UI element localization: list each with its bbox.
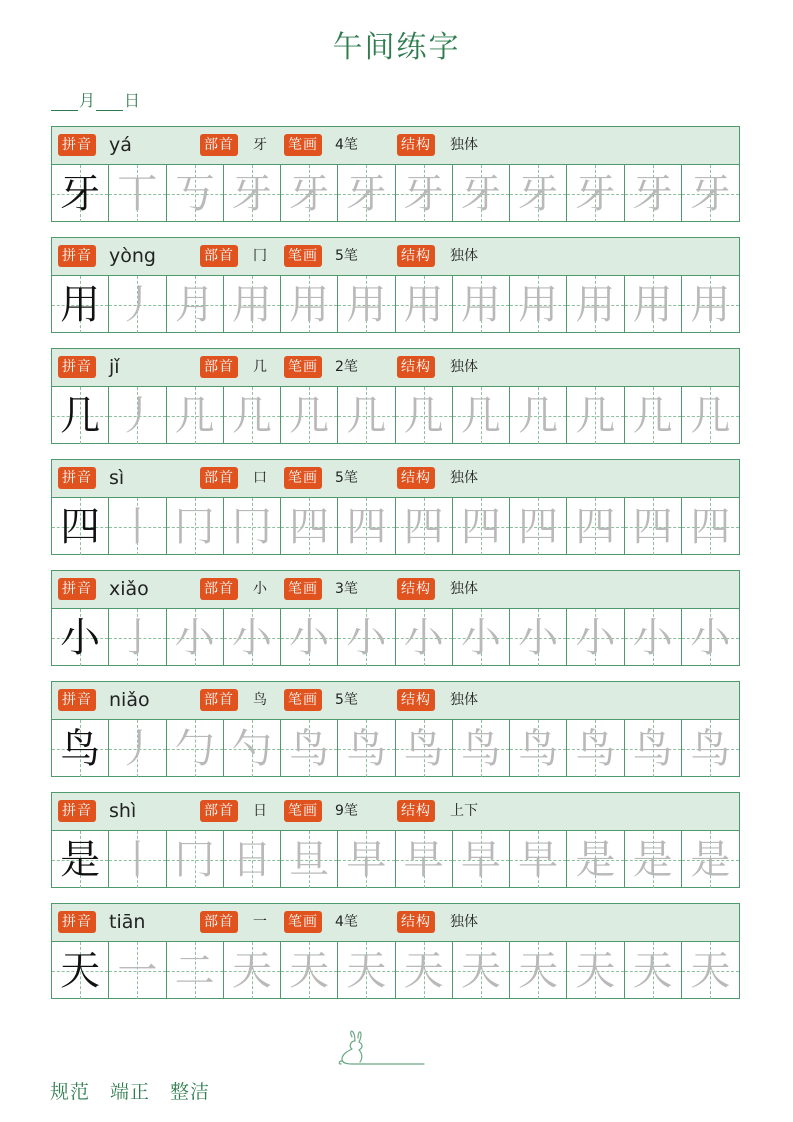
character-block (51, 681, 740, 777)
model-cell (52, 942, 109, 999)
footer-word: 规范 (50, 1081, 91, 1103)
trace-character: 几 (632, 392, 673, 439)
character-block (51, 126, 740, 222)
practice-cell[interactable] (625, 276, 682, 333)
pinyin-value: yòng (109, 245, 156, 267)
practice-cell[interactable] (338, 720, 395, 777)
practice-cell[interactable] (396, 498, 453, 555)
strokes-value: 4笔 (335, 914, 358, 930)
strokes-value: 5笔 (335, 248, 358, 264)
practice-cell[interactable] (625, 831, 682, 888)
practice-cell[interactable] (625, 387, 682, 444)
model-cell (52, 387, 109, 444)
pinyin-tag: 拼音 (58, 467, 96, 489)
structure-tag: 结构 (397, 356, 435, 378)
trace-character: 早 (518, 836, 559, 883)
trace-character: 牙 (575, 170, 616, 217)
trace-character: 日 (231, 836, 272, 883)
practice-cell[interactable] (625, 609, 682, 666)
month-blank[interactable] (51, 92, 78, 111)
pinyin-tag: 拼音 (58, 800, 96, 822)
practice-cell[interactable] (567, 942, 624, 999)
trace-character: 用 (460, 281, 501, 328)
trace-character: 鸟 (289, 725, 330, 772)
page-title: 午间练字 (332, 30, 461, 65)
model-character: 四 (60, 503, 101, 550)
strokes-value: 3笔 (335, 581, 358, 597)
day-label: 日 (124, 91, 141, 110)
strokes-value: 9笔 (335, 803, 358, 819)
practice-cell[interactable] (224, 387, 281, 444)
practice-cell[interactable] (625, 720, 682, 777)
trace-character: 鸟 (690, 725, 731, 772)
strokes-value: 4笔 (335, 137, 358, 153)
strokes-value: 5笔 (335, 692, 358, 708)
practice-cell[interactable] (625, 498, 682, 555)
practice-cell[interactable] (510, 831, 567, 888)
pinyin-value: jǐ (109, 356, 120, 378)
trace-character: 丅 (117, 170, 158, 217)
practice-cell[interactable] (682, 609, 739, 666)
info-bar (52, 904, 739, 942)
practice-cell[interactable] (625, 165, 682, 222)
practice-cell[interactable] (567, 165, 624, 222)
footer-word: 端正 (110, 1081, 151, 1103)
structure-value: 独体 (450, 359, 478, 375)
practice-cell[interactable] (567, 276, 624, 333)
trace-character: 用 (632, 281, 673, 328)
trace-character: 牙 (690, 170, 731, 217)
strokes-tag: 笔画 (284, 356, 322, 378)
model-character: 天 (60, 947, 101, 994)
model-character: 是 (60, 836, 101, 883)
trace-character: 牙 (289, 170, 330, 217)
practice-cell[interactable] (453, 942, 510, 999)
info-bar (52, 127, 739, 165)
trace-character: 四 (289, 503, 330, 550)
rabbit-icon (330, 1028, 430, 1068)
practice-cell[interactable] (167, 276, 224, 333)
practice-cell[interactable] (281, 498, 338, 555)
practice-cell[interactable] (396, 276, 453, 333)
trace-character: 早 (346, 836, 387, 883)
trace-character: 旦 (289, 836, 330, 883)
writing-grid (52, 276, 739, 333)
trace-character: 四 (632, 503, 673, 550)
practice-cell[interactable] (167, 831, 224, 888)
practice-cell[interactable] (396, 942, 453, 999)
structure-value: 独体 (450, 581, 478, 597)
info-bar (52, 238, 739, 276)
trace-character: 丿 (117, 392, 158, 439)
practice-cell[interactable] (109, 498, 166, 555)
model-character: 几 (60, 392, 101, 439)
trace-character: 丨 (117, 836, 158, 883)
practice-cell[interactable] (682, 831, 739, 888)
model-cell (52, 165, 109, 222)
trace-character: 用 (690, 281, 731, 328)
practice-cell[interactable] (109, 609, 166, 666)
practice-cell[interactable] (167, 498, 224, 555)
trace-character: 四 (575, 503, 616, 550)
trace-character: 勺 (231, 725, 272, 772)
trace-character: 四 (518, 503, 559, 550)
pinyin-value: tiān (109, 911, 146, 933)
trace-character: 天 (575, 947, 616, 994)
radical-tag: 部首 (200, 689, 238, 711)
strokes-tag: 笔画 (284, 578, 322, 600)
pinyin-tag: 拼音 (58, 911, 96, 933)
trace-character: 四 (403, 503, 444, 550)
character-block (51, 903, 740, 999)
pinyin-value: xiǎo (109, 578, 149, 600)
practice-cell[interactable] (281, 609, 338, 666)
trace-character: 用 (403, 281, 444, 328)
writing-grid (52, 387, 739, 444)
strokes-tag: 笔画 (284, 467, 322, 489)
writing-grid (52, 165, 739, 222)
writing-grid (52, 831, 739, 888)
trace-character: 鸟 (403, 725, 444, 772)
practice-cell[interactable] (338, 387, 395, 444)
trace-character: 小 (174, 614, 215, 661)
practice-cell[interactable] (567, 831, 624, 888)
pinyin-tag: 拼音 (58, 245, 96, 267)
radical-value: 日 (253, 803, 267, 819)
radical-tag: 部首 (200, 467, 238, 489)
radical-value: 口 (253, 470, 267, 486)
strokes-tag: 笔画 (284, 911, 322, 933)
trace-character: 天 (460, 947, 501, 994)
structure-tag: 结构 (397, 911, 435, 933)
practice-cell[interactable] (338, 276, 395, 333)
practice-cell[interactable] (281, 831, 338, 888)
practice-cell[interactable] (109, 387, 166, 444)
info-bar (52, 460, 739, 498)
character-block (51, 348, 740, 444)
trace-character: 鸟 (460, 725, 501, 772)
trace-character: 几 (403, 392, 444, 439)
trace-character: 小 (231, 614, 272, 661)
trace-character: 天 (346, 947, 387, 994)
practice-cell[interactable] (167, 942, 224, 999)
trace-character: 小 (403, 614, 444, 661)
trace-character: 牙 (346, 170, 387, 217)
practice-cell[interactable] (682, 276, 739, 333)
practice-cell[interactable] (682, 165, 739, 222)
strokes-value: 2笔 (335, 359, 358, 375)
trace-character: 几 (289, 392, 330, 439)
practice-cell[interactable] (224, 609, 281, 666)
model-character: 用 (60, 281, 101, 328)
trace-character: 几 (346, 392, 387, 439)
practice-cell[interactable] (510, 498, 567, 555)
trace-character: 月 (174, 281, 215, 328)
structure-tag: 结构 (397, 245, 435, 267)
radical-value: 一 (253, 914, 267, 930)
character-block (51, 237, 740, 333)
trace-character: 早 (460, 836, 501, 883)
trace-character: 一 (117, 947, 158, 994)
trace-character: 用 (289, 281, 330, 328)
trace-character: 小 (289, 614, 330, 661)
footer-word: 整洁 (170, 1081, 211, 1103)
writing-grid (52, 942, 739, 999)
day-blank[interactable] (96, 92, 123, 111)
practice-cell[interactable] (224, 942, 281, 999)
trace-character: 二 (174, 947, 215, 994)
pinyin-value: sì (109, 467, 125, 489)
trace-character: 鸟 (346, 725, 387, 772)
strokes-tag: 笔画 (284, 800, 322, 822)
date-line (51, 88, 141, 111)
trace-character: 丨 (117, 503, 158, 550)
trace-character: 勹 (174, 725, 215, 772)
structure-value: 独体 (450, 137, 478, 153)
practice-cell[interactable] (338, 609, 395, 666)
trace-character: 冂 (174, 836, 215, 883)
model-cell (52, 831, 109, 888)
practice-cell[interactable] (682, 942, 739, 999)
radical-tag: 部首 (200, 911, 238, 933)
info-bar (52, 682, 739, 720)
info-bar (52, 349, 739, 387)
practice-cell[interactable] (281, 276, 338, 333)
practice-cell[interactable] (453, 276, 510, 333)
model-cell (52, 609, 109, 666)
model-character: 小 (60, 614, 101, 661)
pinyin-value: yá (109, 134, 132, 156)
practice-cell[interactable] (109, 831, 166, 888)
radical-value: 冂 (253, 248, 267, 264)
practice-cell[interactable] (625, 942, 682, 999)
practice-cell[interactable] (109, 942, 166, 999)
pinyin-tag: 拼音 (58, 578, 96, 600)
practice-cell[interactable] (396, 831, 453, 888)
trace-character: 鸟 (575, 725, 616, 772)
practice-cell[interactable] (453, 720, 510, 777)
trace-character: 小 (632, 614, 673, 661)
strokes-tag: 笔画 (284, 134, 322, 156)
practice-cell[interactable] (453, 609, 510, 666)
trace-character: 几 (575, 392, 616, 439)
practice-cell[interactable] (567, 720, 624, 777)
model-cell (52, 276, 109, 333)
practice-cell[interactable] (281, 720, 338, 777)
writing-grid (52, 609, 739, 666)
radical-value: 小 (253, 581, 267, 597)
pinyin-tag: 拼音 (58, 134, 96, 156)
trace-character: 天 (632, 947, 673, 994)
trace-character: 天 (403, 947, 444, 994)
practice-cell[interactable] (224, 720, 281, 777)
character-block (51, 570, 740, 666)
trace-character: 丂 (174, 170, 215, 217)
trace-character: 鸟 (518, 725, 559, 772)
trace-character: 是 (690, 836, 731, 883)
strokes-value: 5笔 (335, 470, 358, 486)
trace-character: 四 (690, 503, 731, 550)
trace-character: 天 (518, 947, 559, 994)
structure-value: 独体 (450, 248, 478, 264)
radical-tag: 部首 (200, 800, 238, 822)
trace-character: 四 (346, 503, 387, 550)
practice-cell[interactable] (109, 165, 166, 222)
model-character: 鸟 (60, 725, 101, 772)
trace-character: 几 (690, 392, 731, 439)
trace-character: 丿 (117, 725, 158, 772)
model-character: 牙 (60, 170, 101, 217)
writing-grid (52, 498, 739, 555)
practice-cell[interactable] (510, 942, 567, 999)
trace-character: 用 (575, 281, 616, 328)
practice-cell[interactable] (224, 498, 281, 555)
trace-character: 冂 (231, 503, 272, 550)
writing-grid (52, 720, 739, 777)
practice-cell[interactable] (167, 165, 224, 222)
practice-cell[interactable] (338, 831, 395, 888)
practice-cell[interactable] (567, 498, 624, 555)
practice-cell[interactable] (281, 387, 338, 444)
trace-character: 天 (231, 947, 272, 994)
trace-character: 牙 (231, 170, 272, 217)
trace-character: 用 (231, 281, 272, 328)
practice-cell[interactable] (510, 720, 567, 777)
practice-cell[interactable] (510, 165, 567, 222)
practice-cell[interactable] (510, 387, 567, 444)
trace-character: 几 (518, 392, 559, 439)
pinyin-tag: 拼音 (58, 356, 96, 378)
trace-character: 用 (346, 281, 387, 328)
trace-character: 是 (575, 836, 616, 883)
radical-tag: 部首 (200, 245, 238, 267)
practice-cell[interactable] (338, 165, 395, 222)
character-block (51, 459, 740, 555)
trace-character: 是 (632, 836, 673, 883)
practice-cell[interactable] (682, 387, 739, 444)
trace-character: 小 (575, 614, 616, 661)
trace-character: 小 (518, 614, 559, 661)
practice-cell[interactable] (682, 720, 739, 777)
radical-value: 鸟 (253, 692, 267, 708)
trace-character: 天 (289, 947, 330, 994)
trace-character: 冂 (174, 503, 215, 550)
practice-cell[interactable] (224, 276, 281, 333)
practice-cell[interactable] (224, 165, 281, 222)
trace-character: 丿 (117, 281, 158, 328)
practice-cell[interactable] (338, 498, 395, 555)
practice-cell[interactable] (167, 720, 224, 777)
trace-character: 用 (518, 281, 559, 328)
practice-cell[interactable] (453, 165, 510, 222)
pinyin-value: niǎo (109, 689, 150, 711)
trace-character: 小 (460, 614, 501, 661)
structure-tag: 结构 (397, 800, 435, 822)
structure-tag: 结构 (397, 578, 435, 600)
radical-tag: 部首 (200, 578, 238, 600)
trace-character: 亅 (117, 614, 158, 661)
practice-cell[interactable] (396, 609, 453, 666)
trace-character: 早 (403, 836, 444, 883)
practice-cell[interactable] (167, 609, 224, 666)
trace-character: 天 (690, 947, 731, 994)
structure-tag: 结构 (397, 467, 435, 489)
practice-cell[interactable] (567, 609, 624, 666)
trace-character: 几 (231, 392, 272, 439)
character-block (51, 792, 740, 888)
info-bar (52, 793, 739, 831)
structure-value: 独体 (450, 470, 478, 486)
trace-character: 小 (690, 614, 731, 661)
practice-cell[interactable] (224, 831, 281, 888)
structure-value: 上下 (450, 803, 478, 819)
trace-character: 牙 (460, 170, 501, 217)
practice-cell[interactable] (510, 276, 567, 333)
radical-tag: 部首 (200, 356, 238, 378)
structure-tag: 结构 (397, 134, 435, 156)
practice-cell[interactable] (453, 387, 510, 444)
trace-character: 鸟 (632, 725, 673, 772)
trace-character: 小 (346, 614, 387, 661)
practice-cell[interactable] (396, 720, 453, 777)
radical-value: 几 (253, 359, 267, 375)
trace-character: 牙 (632, 170, 673, 217)
trace-character: 四 (460, 503, 501, 550)
practice-cell[interactable] (510, 609, 567, 666)
pinyin-value: shì (109, 800, 137, 822)
practice-cell[interactable] (396, 165, 453, 222)
structure-value: 独体 (450, 914, 478, 930)
practice-cell[interactable] (167, 387, 224, 444)
info-bar (52, 571, 739, 609)
practice-cell[interactable] (281, 165, 338, 222)
practice-cell[interactable] (453, 831, 510, 888)
month-label: 月 (79, 91, 96, 110)
trace-character: 牙 (518, 170, 559, 217)
model-cell (52, 720, 109, 777)
practice-cell[interactable] (338, 942, 395, 999)
practice-cell[interactable] (396, 387, 453, 444)
structure-value: 独体 (450, 692, 478, 708)
trace-character: 牙 (403, 170, 444, 217)
trace-character: 几 (460, 392, 501, 439)
strokes-tag: 笔画 (284, 245, 322, 267)
structure-tag: 结构 (397, 689, 435, 711)
practice-cell[interactable] (453, 498, 510, 555)
practice-cell[interactable] (109, 276, 166, 333)
practice-cell[interactable] (281, 942, 338, 999)
radical-tag: 部首 (200, 134, 238, 156)
model-cell (52, 498, 109, 555)
trace-character: 几 (174, 392, 215, 439)
practice-cell[interactable] (567, 387, 624, 444)
practice-cell[interactable] (109, 720, 166, 777)
radical-value: 牙 (253, 137, 267, 153)
footer-motto (50, 1077, 210, 1104)
strokes-tag: 笔画 (284, 689, 322, 711)
pinyin-tag: 拼音 (58, 689, 96, 711)
practice-cell[interactable] (682, 498, 739, 555)
